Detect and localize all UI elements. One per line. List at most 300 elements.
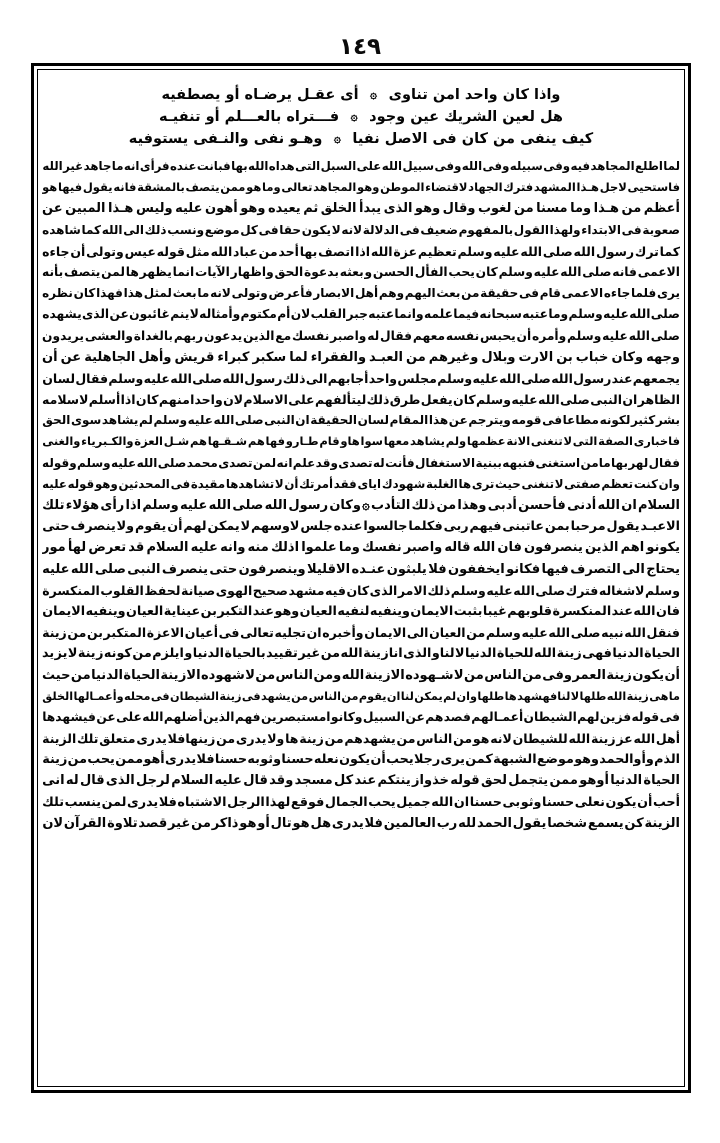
prose-word: ممن	[220, 180, 246, 195]
prose-word: السلام	[146, 540, 189, 556]
prose-word: عليه	[187, 413, 213, 428]
prose-word: جبر	[346, 307, 368, 322]
prose-word: صلى	[234, 413, 264, 428]
prose-word: الى	[305, 370, 328, 386]
prose-line	[42, 516, 680, 537]
prose-word: لم	[138, 413, 153, 428]
prose-word: علموا	[301, 540, 337, 556]
prose-word: يتجمل	[508, 773, 549, 789]
prose-word: الله	[520, 243, 543, 259]
prose-line	[42, 813, 680, 834]
prose-word: لانه	[490, 731, 512, 747]
prose-word: فلا	[364, 815, 383, 831]
prose-word: الدنيا	[612, 646, 644, 662]
prose-word: هـذا	[108, 201, 134, 217]
prose-word: يحب	[87, 752, 115, 768]
prose-word: عند	[252, 603, 274, 619]
prose-word: لا	[453, 667, 464, 683]
prose-word: فى	[170, 476, 191, 491]
prose-word: الدنيا	[465, 646, 497, 662]
prose-word: الجمال	[324, 794, 368, 810]
prose-word: ذاكر	[211, 815, 239, 831]
prose-word: موضع	[204, 222, 240, 237]
prose-word: الذى	[369, 582, 398, 598]
prose-word: تصدى	[338, 455, 373, 470]
prose-word: طـارو	[285, 434, 319, 449]
prose-word: من	[132, 646, 152, 662]
prose-word: كمن	[465, 752, 493, 768]
prose-word: الذى	[403, 646, 432, 662]
prose-word: له	[372, 455, 385, 470]
prose-word: فأحسن	[518, 498, 566, 513]
prose-word: الله	[606, 689, 627, 703]
page-content	[42, 74, 680, 1084]
prose-word: بن	[86, 625, 103, 641]
prose-word: طرق	[389, 392, 421, 408]
prose-word: لهذا	[265, 794, 291, 810]
prose-word: بأنه	[42, 264, 64, 279]
prose-word: لا	[554, 476, 564, 491]
prose-word: مقيدة	[190, 476, 226, 491]
prose-word: نبيه	[601, 625, 624, 641]
prose-word: قوله	[450, 773, 480, 789]
prose-word: ضعيف	[420, 222, 458, 237]
prose-word: لما	[663, 159, 680, 173]
prose-word: غير	[63, 159, 84, 173]
prose-word: زينة	[42, 625, 67, 641]
prose-word: عليه	[190, 540, 218, 556]
prose-word: وينفيه	[369, 603, 410, 619]
prose-word: فانه	[612, 264, 637, 279]
prose-word: فلما	[630, 286, 657, 301]
prose-word: الزينة	[644, 815, 680, 831]
prose-word: عليه	[493, 243, 520, 259]
prose-word: فاستحيى	[627, 180, 680, 195]
prose-word: لم	[443, 689, 457, 703]
prose-word: الحق	[274, 264, 304, 279]
prose-word: القول	[513, 222, 549, 237]
prose-word: وكانو	[330, 709, 363, 724]
prose-word: صلى	[650, 307, 680, 322]
prose-word: للحياة	[496, 646, 534, 662]
prose-word: فاخبارى	[633, 434, 680, 449]
prose-word: العيان	[126, 603, 164, 619]
prose-word: تجليه	[274, 625, 307, 641]
prose-word: وانه	[220, 540, 246, 556]
prose-word: مشهد	[288, 582, 325, 598]
prose-word: أم	[277, 307, 291, 322]
prose-word: حقيقة	[480, 286, 519, 301]
prose-word: عليه	[175, 201, 203, 217]
prose-word: الجاهلية	[84, 349, 136, 365]
prose-word: وأمثاله	[199, 307, 241, 322]
prose-word: واصبر	[403, 540, 443, 556]
prose-word: الله	[461, 159, 483, 173]
prose-word: العيان	[299, 603, 337, 619]
prose-word: الحقيقة	[310, 413, 357, 428]
prose-word: واظهار	[230, 264, 274, 279]
prose-word: يتصف	[185, 180, 220, 195]
prose-word: بالحياة	[224, 646, 266, 662]
prose-word: الذين	[202, 709, 235, 724]
prose-word: يكون	[339, 752, 371, 768]
page-border-frame	[31, 63, 691, 1093]
prose-word: أسلم	[88, 392, 121, 408]
prose-word: ۞	[362, 498, 370, 513]
prose-word: لا	[563, 434, 573, 449]
prose-word: من	[436, 498, 457, 513]
prose-word: الدلالة	[362, 222, 400, 237]
prose-word: ينتكم	[377, 773, 411, 789]
prose-word: الله	[42, 159, 63, 173]
prose-word: حسنا	[281, 752, 314, 768]
prose-line	[42, 665, 680, 686]
prose-word: كثير	[630, 413, 656, 428]
prose-word: ينة	[364, 667, 383, 683]
prose-word: هم	[189, 434, 207, 449]
prose-word: علم	[292, 455, 316, 470]
prose-word: بالغداة	[133, 328, 174, 343]
prose-word: كان	[135, 392, 159, 408]
prose-word: وينفيه	[85, 603, 126, 619]
prose-word: وسلم	[567, 328, 602, 343]
prose-word: وقال	[442, 201, 476, 217]
prose-word: وهم	[378, 286, 405, 301]
prose-word: من	[513, 201, 534, 217]
prose-word: الحمد	[476, 815, 512, 831]
prose-word: لا	[189, 307, 199, 322]
prose-word: من	[466, 625, 486, 641]
prose-word: فى	[518, 286, 539, 301]
prose-word: عن	[448, 413, 468, 428]
prose-word: جاءه	[42, 243, 70, 259]
prose-word: فانه	[113, 180, 137, 195]
prose-line	[42, 495, 680, 516]
prose-word: النبى	[264, 413, 295, 428]
prose-word: عليه	[511, 392, 538, 408]
prose-word: أهو	[143, 752, 165, 768]
prose-word: وهو	[357, 180, 380, 195]
prose-word: صلى	[192, 370, 223, 386]
prose-word: فقال	[75, 370, 109, 386]
prose-word: وأمره	[532, 328, 567, 343]
prose-word: الى	[123, 222, 144, 237]
prose-word: محمد	[186, 455, 218, 470]
prose-word: وفى	[482, 159, 510, 173]
prose-word: عزة	[393, 243, 418, 259]
prose-word: يشهد	[261, 689, 291, 703]
prose-word: الذى	[105, 773, 135, 789]
prose-word: من	[621, 201, 642, 217]
prose-word: ايلزم	[152, 646, 184, 662]
prose-word: فى	[258, 222, 279, 237]
prose-word: صلى	[582, 264, 612, 279]
prose-word: نعله	[313, 752, 339, 768]
prose-word: انه	[276, 455, 293, 470]
prose-word: الله	[472, 540, 496, 556]
prose-word: نعلى	[574, 794, 605, 810]
prose-word: المحدثين	[118, 476, 170, 491]
prose-word: صيانة	[181, 582, 216, 598]
prose-word: الذى	[383, 201, 413, 217]
prose-word: عز	[616, 731, 633, 747]
prose-word: كان	[73, 286, 96, 301]
prose-word: وان	[658, 476, 680, 491]
prose-word: فرأى	[139, 159, 170, 173]
prose-word: ويترجم	[468, 413, 511, 428]
prose-word: ما	[197, 286, 210, 301]
prose-word: ممن	[115, 752, 144, 768]
prose-word: عليه	[533, 264, 560, 279]
prose-word: الغلبة	[426, 476, 458, 491]
prose-word: أن	[516, 328, 532, 343]
prose-word: ان	[386, 689, 401, 703]
prose-word: عليه	[179, 498, 208, 513]
prose-word: من	[216, 731, 236, 747]
prose-word: وسلم	[153, 413, 188, 428]
prose-word: فيهم	[469, 519, 502, 535]
prose-word: بها	[611, 455, 628, 470]
prose-word: لهم	[183, 519, 207, 535]
prose-word: وانما	[394, 307, 424, 322]
prose-word: قام	[539, 286, 561, 301]
prose-word: لا	[570, 689, 580, 703]
prose-word: الفأل	[414, 264, 448, 279]
prose-word: على	[356, 159, 382, 173]
prose-word: وهو	[240, 201, 266, 217]
prose-word: القرآن	[63, 815, 107, 831]
prose-word: فقد	[333, 476, 357, 491]
prose-word: الدنيا	[91, 667, 123, 683]
prose-word: ان	[306, 625, 322, 641]
prose-word: فزين	[599, 709, 632, 724]
prose-word: الرجل	[227, 794, 265, 810]
prose-word: وسلم	[450, 582, 486, 598]
prose-word: الاشتباه	[177, 794, 227, 810]
prose-word: بالمفهوم	[458, 222, 514, 237]
prose-word: ولم	[445, 434, 467, 449]
prose-word: الله	[573, 243, 596, 259]
prose-word: أمرتك	[299, 476, 334, 491]
prose-word: الله	[548, 625, 571, 641]
prose-word: حقا	[279, 222, 302, 237]
prose-word: اهم	[620, 540, 645, 556]
prose-word: واحد	[368, 370, 398, 386]
prose-word: فلا	[196, 752, 215, 768]
prose-word: ولهذا	[549, 222, 581, 237]
prose-word: مطاعا	[562, 413, 599, 428]
prose-word: عليه	[110, 455, 137, 470]
prose-word: وسلم	[568, 307, 603, 322]
prose-word: أوهو	[579, 773, 609, 789]
prose-word: من	[341, 689, 359, 703]
prose-word: طلها	[579, 689, 607, 703]
prose-word: امستبصرين	[260, 709, 331, 724]
prose-word: أجابهم	[327, 370, 369, 386]
prose-word: زينة	[606, 667, 632, 683]
prose-word: كبراء	[217, 349, 250, 365]
prose-word: أهل	[354, 286, 379, 301]
prose-word: لاوسهم	[251, 519, 300, 535]
prose-word: فى	[218, 625, 240, 641]
prose-line	[42, 410, 680, 431]
prose-word: الناس	[308, 689, 341, 703]
prose-word: لان	[290, 307, 311, 322]
prose-word: الابصار	[313, 286, 355, 301]
prose-word: ليتألفهم	[314, 392, 367, 408]
prose-word: ها	[458, 476, 472, 491]
prose-word: أو	[257, 815, 270, 831]
prose-word: عليه	[603, 307, 629, 322]
prose-word: حيث	[495, 476, 521, 491]
prose-word: غير	[298, 646, 321, 662]
prose-word: بن	[200, 603, 217, 619]
prose-word: من	[324, 731, 344, 747]
prose-word: قد	[128, 540, 145, 556]
prose-word: الزينة	[42, 731, 77, 747]
prose-word: تقييد	[266, 646, 298, 662]
prose-word: اذا	[125, 498, 142, 513]
prose-word: قومه	[511, 413, 542, 428]
prose-word: الابتداء	[581, 222, 621, 237]
prose-word: فأعرض	[268, 286, 313, 301]
prose-word: هذا	[123, 286, 144, 301]
prose-word: التى	[572, 434, 598, 449]
prose-word: فهم	[234, 709, 261, 724]
prose-line	[42, 220, 680, 241]
prose-word: يشهده	[42, 307, 82, 322]
prose-word: رجلا	[413, 752, 441, 768]
prose-line	[42, 368, 680, 389]
prose-word: طلها	[477, 689, 505, 703]
prose-word: أن	[70, 243, 86, 259]
prose-word: العيان	[429, 625, 466, 641]
prose-word: عليه	[42, 561, 70, 577]
prose-word: ينسب	[64, 794, 102, 810]
prose-word: وسلم	[476, 392, 511, 408]
prose-word: فترك	[565, 582, 599, 598]
prose-word: شـل	[163, 434, 190, 449]
prose-word: فيشهدها	[42, 709, 96, 724]
prose-word: قوله	[67, 476, 95, 491]
prose-word: بن	[556, 349, 573, 365]
prose-word: هو	[246, 180, 262, 195]
prose-word: الخلق	[42, 689, 74, 703]
prose-word: قوله	[631, 709, 660, 724]
prose-word: بثبت	[453, 603, 483, 619]
prose-word: وأخبره	[322, 625, 364, 641]
prose-word: ينة	[160, 667, 179, 683]
prose-word: السلام	[638, 498, 680, 513]
prose-line	[42, 198, 680, 219]
prose-word: لان	[223, 392, 244, 408]
prose-word: هـذا	[576, 180, 599, 195]
prose-word: ولا	[267, 731, 285, 747]
prose-word: الله	[629, 307, 651, 322]
prose-word: ما	[111, 159, 124, 173]
prose-word: تعظم	[601, 476, 634, 491]
prose-word: يكون	[301, 222, 332, 237]
prose-word: من	[191, 815, 211, 831]
prose-word: ونسب	[167, 222, 205, 237]
prose-word: منه	[247, 540, 269, 556]
prose-word: صلى	[94, 561, 126, 577]
prose-word: حسنا	[542, 794, 575, 810]
prose-word: عن	[109, 307, 129, 322]
prose-word: بعثه	[339, 264, 364, 279]
prose-word: الله	[633, 603, 656, 619]
prose-word: الله	[597, 498, 620, 513]
prose-word: الايمان	[42, 603, 86, 619]
prose-word: سبيله	[509, 159, 543, 173]
verse-line	[42, 106, 680, 128]
prose-word: أعمـالهم	[471, 709, 524, 724]
prose-word: وسلم	[498, 264, 533, 279]
verse-separator-icon: ۞	[350, 109, 358, 123]
prose-line	[42, 707, 680, 728]
prose-word: التكبر	[217, 603, 253, 619]
prose-word: لحفظ	[144, 582, 181, 598]
verse-first-hemistich: هل لعين الشريك عين وجود	[369, 109, 563, 125]
prose-word: يكونو	[646, 540, 680, 556]
prose-word: عنده	[170, 159, 197, 173]
prose-word: فيها	[57, 180, 83, 195]
prose-word: لما	[289, 349, 308, 365]
prose-word: القلوب	[100, 582, 144, 598]
prose-word: قريش	[174, 349, 215, 365]
prose-word: فكلما	[408, 519, 443, 535]
prose-word: قال	[243, 773, 268, 789]
prose-word: خباب	[575, 349, 609, 365]
prose-word: التى	[295, 159, 321, 173]
prose-word: للشيطان	[512, 731, 568, 747]
prose-word: ينم	[170, 307, 190, 322]
prose-word: قال	[79, 773, 105, 789]
prose-word: يعيده	[267, 201, 301, 217]
prose-word: الله	[70, 561, 94, 577]
prose-word: الجهاد	[468, 180, 503, 195]
prose-word: سبيل	[402, 159, 435, 173]
prose-word: الذين	[584, 540, 619, 556]
prose-word: الحياة	[644, 646, 680, 662]
prose-word: مسجد	[294, 773, 333, 789]
prose-word: أن	[370, 752, 386, 768]
prose-line	[42, 749, 680, 770]
prose-line	[42, 304, 680, 325]
prose-word: ببنية	[475, 455, 502, 470]
prose-word: علمه	[423, 307, 453, 322]
prose-word: الهوى	[215, 582, 253, 598]
prose-word: لسان	[42, 370, 76, 386]
prose-word: مامن	[580, 455, 611, 470]
prose-word: فى	[399, 222, 420, 237]
prose-word: يتصف	[64, 264, 101, 279]
prose-word: وهو	[94, 476, 118, 491]
prose-word: لنافهشهد	[517, 689, 571, 703]
prose-word: فأنت	[385, 455, 415, 470]
prose-word: أن	[42, 349, 58, 365]
prose-word: الظاهر	[637, 392, 680, 408]
prose-word: من	[464, 667, 484, 683]
prose-word: زينة	[626, 689, 649, 703]
prose-word: عنـده	[351, 561, 386, 577]
prose-word: الذم	[654, 752, 680, 768]
prose-word: ومن	[313, 667, 342, 683]
prose-word: لحق	[480, 773, 507, 789]
prose-word: لمثل	[143, 286, 172, 301]
prose-word: ممن	[549, 773, 578, 789]
prose-word: من	[291, 689, 309, 703]
